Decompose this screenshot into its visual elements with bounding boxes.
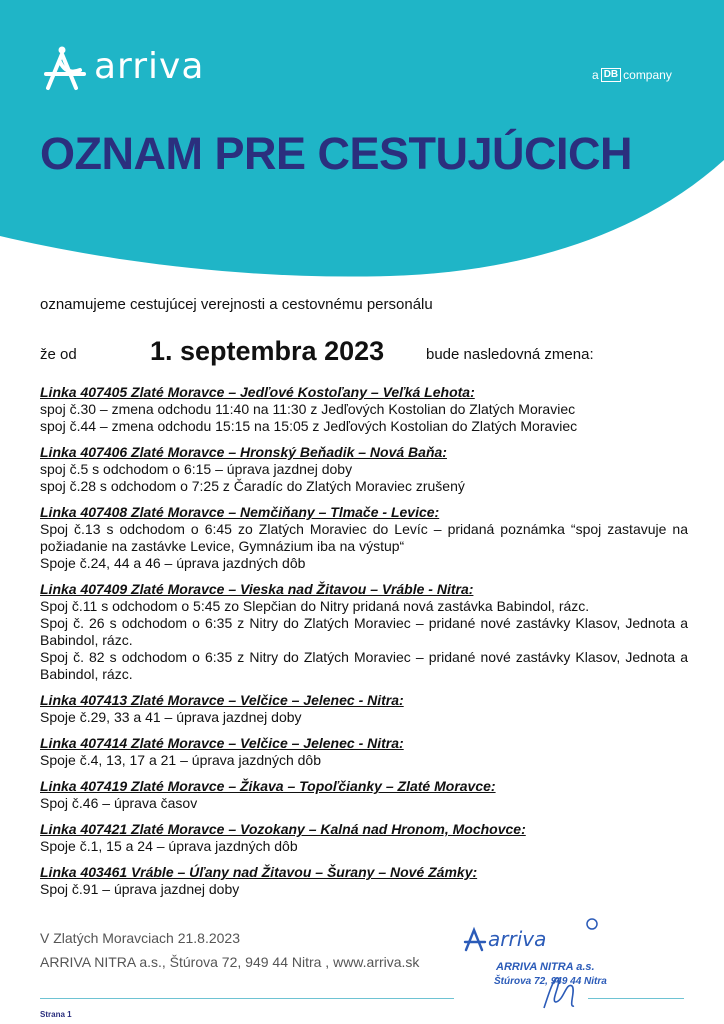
line-detail: Spoje č.4, 13, 17 a 21 – úprava jazdných dôb	[40, 752, 321, 768]
db-logo: DB	[601, 68, 621, 82]
line-title: Linka 407414 Zlaté Moravce – Velčice – Jelenec - Nitra:	[40, 735, 404, 751]
line-detail: spoj č.30 – zmena odchodu 11:40 na 11:30 z Jedľových Kostolian do Zlatých Moraviec	[40, 401, 576, 417]
stamp-address: Štúrova 72, 949 44 Nitra	[494, 976, 607, 987]
line-title: Linka 407406 Zlaté Moravce – Hronský Beňadik – Nová Baňa:	[40, 444, 447, 460]
line-title: Linka 407405 Zlaté Moravce – Jedľové Kostoľany – Veľká Lehota:	[40, 384, 475, 400]
intro-text: oznamujeme cestujúcej verejnosti a cestovnému personálu	[40, 296, 433, 313]
line-change-item	[40, 864, 688, 898]
line-title: Linka 403461 Vráble – Úľany nad Žitavou – Šurany – Nové Zámky:	[40, 864, 478, 880]
line-title: Linka 407408 Zlaté Moravce – Nemčiňany – Tlmače - Levice:	[40, 504, 440, 520]
line-change-item	[40, 735, 688, 769]
line-detail: Spoj č. 26 s odchodom o 6:35 z Nitry do Zlatých Moraviec – pridané nové zastávky Klasov, Jednota a Babindol, rázc.	[40, 615, 688, 648]
line-detail: Spoj č.13 s odchodom o 6:45 zo Zlatých Moraviec do Levíc – pridaná poznámka “spoj zastavuje na požiadanie na zastávke Levice, Gymnázium iba na výstup“	[40, 521, 688, 554]
line-title: Linka 407409 Zlaté Moravce – Vieska nad Žitavou – Vráble - Nitra:	[40, 581, 474, 597]
line-change-item	[40, 581, 688, 683]
page-number: Strana 1	[40, 1010, 72, 1019]
line-change-item	[40, 692, 688, 726]
line-title: Linka 407413 Zlaté Moravce – Velčice – Jelenec - Nitra:	[40, 692, 404, 708]
line-detail: Spoje č.1, 15 a 24 – úprava jazdných dôb	[40, 838, 298, 854]
db-company-tag: a DB company	[592, 68, 672, 82]
line-detail: Spoj č.46 – úprava časov	[40, 795, 198, 811]
line-detail: Spoje č.24, 44 a 46 – úprava jazdných dôb	[40, 555, 306, 571]
line-changes-list	[40, 384, 688, 907]
company-address: ARRIVA NITRA a.s., Štúrova 72, 949 44 Nitra , www.arriva.sk	[40, 954, 420, 970]
logo-wordmark: arriva	[94, 45, 205, 87]
page-title: OZNAM PRE CESTUJÚCICH	[40, 128, 633, 179]
line-change-item	[40, 778, 688, 812]
arriva-logo	[40, 44, 204, 94]
line-title: Linka 407419 Zlaté Moravce – Žikava – Topoľčianky – Zlaté Moravce:	[40, 778, 496, 794]
effective-date-row: že od 1. septembra 2023 bude nasledovná zmena:	[40, 336, 594, 366]
line-change-item	[40, 444, 688, 495]
effective-date: 1. septembra 2023	[150, 336, 385, 366]
line-change-item	[40, 821, 688, 855]
stamp-brand: arriva	[488, 927, 547, 951]
footer-divider	[40, 998, 454, 999]
line-detail: spoj č.28 s odchodom o 7:25 z Čaradíc do Zlatých Moraviec zrušený	[40, 478, 465, 494]
company-stamp	[460, 912, 610, 1012]
line-title: Linka 407421 Zlaté Moravce – Vozokany – Kalná nad Hronom, Mochovce:	[40, 821, 526, 837]
line-detail: spoj č.5 s odchodom o 6:15 – úprava jazdnej doby	[40, 461, 353, 477]
line-detail: Spoj č.11 s odchodom o 5:45 zo Slepčian do Nitry pridaná nová zastávka Babindol, rázc.	[40, 598, 590, 614]
arriva-logo-icon	[40, 44, 90, 94]
line-detail: Spoje č.29, 33 a 41 – úprava jazdnej doby	[40, 709, 302, 725]
line-change-item	[40, 384, 688, 435]
place-and-date: V Zlatých Moravciach 21.8.2023	[40, 930, 240, 946]
line-detail: Spoj č.91 – úprava jazdnej doby	[40, 881, 240, 897]
line-change-item	[40, 504, 688, 572]
line-detail: Spoj č. 82 s odchodom o 6:35 z Nitry do Zlatých Moraviec – pridané nové zastávky Klasov, Jednota a Babindol, rázc.	[40, 649, 688, 682]
line-detail: spoj č.44 – zmena odchodu 15:15 na 15:05 z Jedľových Kostolian do Zlatých Moraviec	[40, 418, 578, 434]
stamp-company: ARRIVA NITRA a.s.	[496, 961, 595, 973]
